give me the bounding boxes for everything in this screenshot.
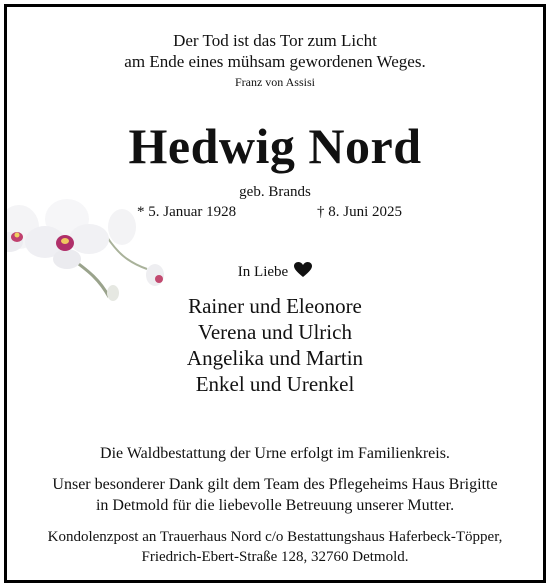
- heart-icon: [294, 262, 312, 278]
- quote-line-1: Der Tod ist das Tor zum Licht: [173, 31, 377, 50]
- death-date: † 8. Juni 2025: [317, 204, 403, 220]
- mourners-intro-text: In Liebe: [237, 264, 289, 280]
- mourners-intro: [7, 262, 543, 281]
- mourner-name: Verena und Ulrich: [198, 320, 352, 344]
- deceased-name: Hedwig Nord: [128, 118, 422, 174]
- burial-note: Die Waldbestattung der Urne erfolgt im Familienkreis.: [100, 445, 450, 462]
- quote-line-2: am Ende eines mühsam gewordenen Weges.: [124, 52, 426, 71]
- thanks-line-2: in Detmold für die liebevolle Betreuung unserer Mutter.: [95, 497, 455, 514]
- obituary-card: [4, 4, 546, 583]
- mourner-name: Enkel und Urenkel: [195, 372, 355, 396]
- birth-date: * 5. Januar 1928: [137, 204, 237, 220]
- condolence-line-2: Friedrich-Ebert-Straße 128, 32760 Detmold.: [141, 549, 409, 565]
- birth-name: geb. Brands: [239, 184, 311, 200]
- thanks-line-1: Unser besonderer Dank gilt dem Team des Pflegeheims Haus Brigitte: [52, 476, 498, 493]
- mourner-name: Rainer und Eleonore: [188, 294, 362, 318]
- quote-author: Franz von Assisi: [234, 75, 315, 89]
- mourner-name: Angelika und Martin: [186, 346, 364, 370]
- orchid-blossom: [25, 199, 109, 269]
- condolence-line-1: Kondolenzpost an Trauerhaus Nord c/o Bestattungshaus Haferbeck-Töpper,: [47, 529, 503, 545]
